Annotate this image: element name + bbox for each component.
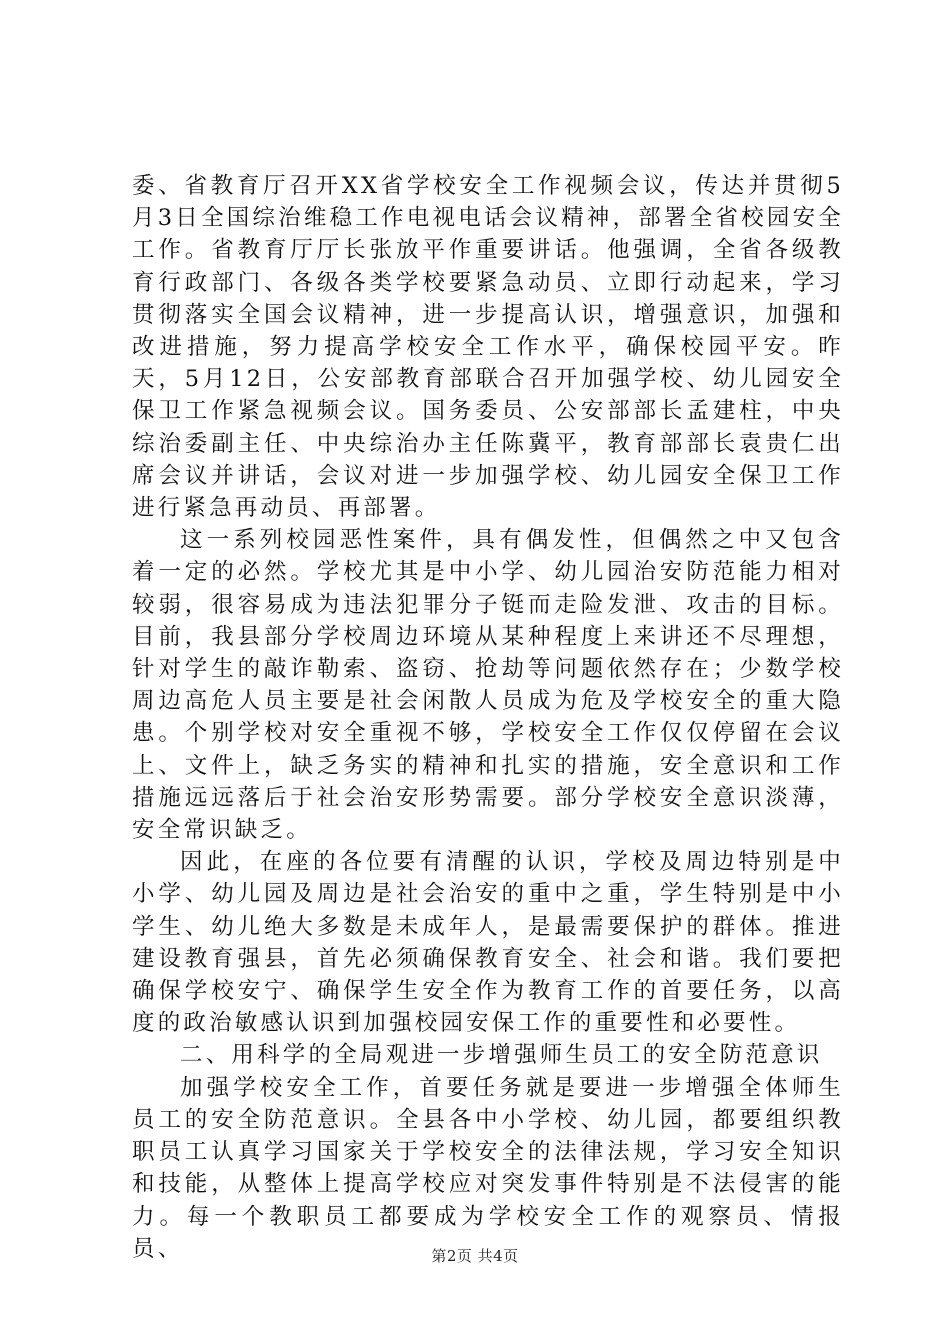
paragraph-safety-awareness: 加强学校安全工作，首要任务就是要进一步增强全体师生员工的安全防范意识。全县各中小学校、幼儿园，都要组织教职员工认真学习国家关于学校安全的法律法规，学习安全知识和技能，从整体上提高学校应对突发事件特别是不法侵害的能力。每一个教职员工都要成为学校安全工作的观察员、情报员、 bbox=[132, 1074, 844, 1262]
section-heading-two: 二、用科学的全局观进一步增强师生员工的安全防范意识 bbox=[180, 1042, 823, 1069]
paragraph-continuation: 委、省教育厅召开XX省学校安全工作视频会议，传达并贯彻5月3日全国综治维稳工作电视电话会议精神，部署全省校园安全工作。省教育厅厅长张放平作重要讲话。他强调，全省各级教育行政部门、各级各类学校要紧急动员、立即行动起来，学习贯彻落实全国会议精神，进一步提高认识，增强意识，加强和改进措施，努力提高学校安全工作水平，确保校园平安。昨天，5月12日，公安部教育部联合召开加强学校、幼儿园安全保卫工作紧急视频会议。国务委员、公安部部长孟建柱，中央综治委副主任、中央综治办主任陈冀平，教育部部长袁贵仁出席会议并讲话，会议对进一步加强学校、幼儿园安全保卫工作进行紧急再动员、再部署。 bbox=[132, 173, 844, 522]
paragraph-awareness: 因此，在座的各位要有清醒的认识，学校及周边特别是中小学、幼儿园及周边是社会治安的重中之重，学生特别是中小学生、幼儿绝大多数是未成年人，是最需要保护的群体。推进建设教育强县，首先必须确保教育安全、社会和谐。我们要把确保学校安宁、确保学生安全作为教育工作的首要任务，以高度的政治敏感认识到加强校园安保工作的重要性和必要性。 bbox=[132, 849, 844, 1037]
page-number-footer: 第2页 共4页 bbox=[431, 1247, 519, 1265]
paragraph-campus-cases: 这一系列校园恶性案件，具有偶发性，但偶然之中又包含着一定的必然。学校尤其是中小学、幼儿园治安防范能力相对较弱，很容易成为违法犯罪分子铤而走险发泄、攻击的目标。目前，我县部分学校周边环境从某种程度上来讲还不尽理想，针对学生的敲诈勒索、盗窃、抢劫等问题依然存在；少数学校周边高危人员主要是社会闲散人员成为危及学校安全的重大隐患。个别学校对安全重视不够，学校安全工作仅仅停留在会议上、文件上，缺乏务实的精神和扎实的措施，安全意识和工作措施远远落后于社会治安形势需要。部分学校安全意识淡薄，安全常识缺乏。 bbox=[132, 527, 844, 844]
document-body bbox=[132, 170, 844, 1265]
